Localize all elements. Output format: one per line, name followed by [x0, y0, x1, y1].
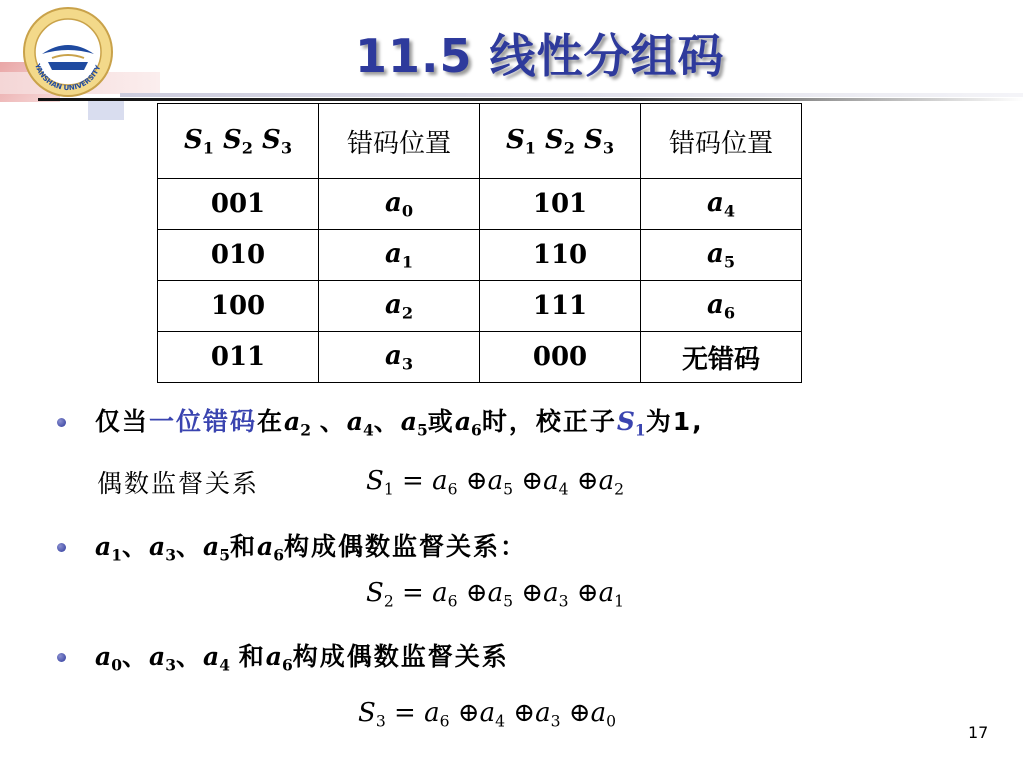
syndrome-cell: 100	[158, 281, 319, 332]
bullet-2-vars: $a_1$、$a_3$、$a_5$和$a_6$	[95, 532, 285, 565]
slide-title: 11.5 线性分组码	[355, 29, 725, 83]
syndrome-cell: 010	[158, 230, 319, 281]
bullet-icon	[57, 418, 66, 427]
bullet-1-highlight: 一位错码	[149, 407, 258, 436]
table-row	[158, 179, 802, 230]
logo-ring-text: YANSHAN UNIVERSITY	[33, 62, 103, 93]
table-row	[158, 281, 802, 332]
table-row	[158, 230, 802, 281]
error-position-cell: $a_5$	[641, 230, 802, 281]
no-error-cell: 无错码	[641, 332, 802, 383]
bullet-1-prefix: 仅当	[95, 407, 150, 436]
error-position-cell: $a_4$	[641, 179, 802, 230]
bullet-1-at: 在	[257, 407, 285, 436]
header-rule	[38, 98, 1023, 101]
syndrome-cell: 000	[480, 332, 641, 383]
table-row	[158, 332, 802, 383]
bullet-icon	[57, 543, 66, 552]
bullet-3-suffix: 构成偶数监督关系	[292, 642, 509, 671]
syndrome-cell: 110	[480, 230, 641, 281]
syndrome-table	[157, 103, 802, 383]
syndrome-cell: 111	[480, 281, 641, 332]
header-s1s2s3-left: $S_1$ $S_2$ $S_3$	[158, 104, 319, 179]
equation-s2: $S_2 = a_6$ $\oplus a_5$ $\oplus a_3$ $\oplus a_1$	[366, 578, 624, 611]
bullet-2-text	[95, 527, 527, 564]
header-decor-blue	[88, 98, 124, 120]
bullet-1-s1: $S_1$	[616, 407, 646, 440]
table-header-row	[158, 104, 802, 179]
error-position-cell: $a_1$	[319, 230, 480, 281]
bullet-1-mid: 时，校正子	[481, 407, 617, 436]
error-position-cell: $a_0$	[319, 179, 480, 230]
bullet-1-suffix: 为1,	[645, 407, 704, 436]
header-s1s2s3-right: $S_1$ $S_2$ $S_3$	[480, 104, 641, 179]
error-position-cell: $a_3$	[319, 332, 480, 383]
syndrome-cell: 101	[480, 179, 641, 230]
header-error-position-right: 错码位置	[641, 104, 802, 179]
equation-s3: $S_3 = a_6$ $\oplus a_4$ $\oplus a_3$ $\oplus a_0$	[358, 698, 616, 731]
syndrome-cell: 011	[158, 332, 319, 383]
bullet-3-and: 和	[238, 642, 266, 671]
bullet-1-line2	[97, 464, 259, 500]
header-decor-band	[120, 93, 1023, 97]
error-position-cell: $a_6$	[641, 281, 802, 332]
syndrome-cell: 001	[158, 179, 319, 230]
bullet-icon	[57, 653, 66, 662]
bullet-1-text	[95, 402, 704, 439]
bullet-3-vars: $a_0$、$a_3$、$a_4$ 和$a_6$	[95, 642, 293, 675]
header-error-position-left: 错码位置	[319, 104, 480, 179]
error-position-cell: $a_2$	[319, 281, 480, 332]
bullet-1-vars: $a_2$ 、$a_4$、$a_5$或$a_6$	[284, 407, 482, 440]
bullet-3-text	[95, 637, 509, 674]
parity-relation-label: 偶数监督关系	[97, 469, 260, 498]
bullet-2-suffix: 构成偶数监督关系：	[284, 532, 528, 561]
university-logo	[22, 6, 114, 98]
page-number: 17	[968, 723, 989, 742]
equation-s1: $S_1 = a_6$ $\oplus a_5$ $\oplus a_4$ $\oplus a_2$	[366, 466, 624, 499]
